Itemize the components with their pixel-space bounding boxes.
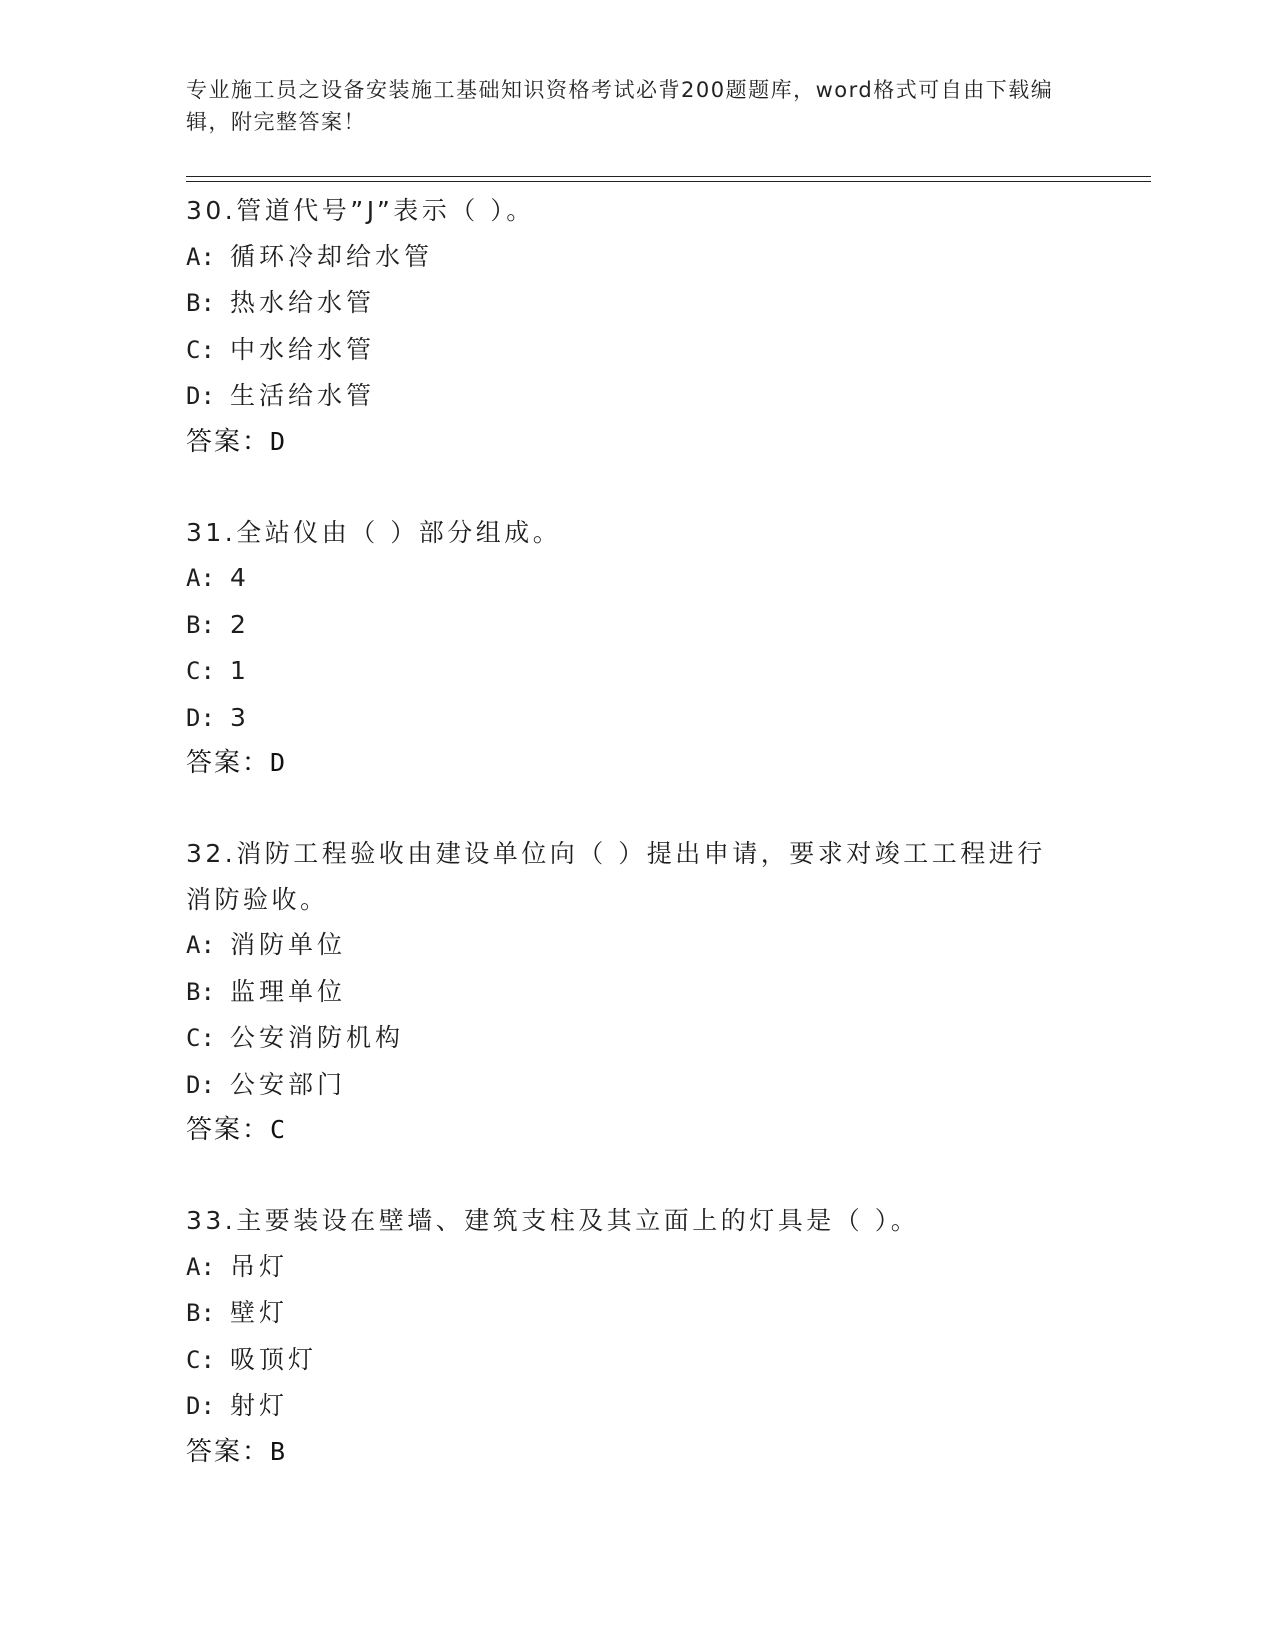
option-letter: D:	[186, 382, 215, 410]
option-c	[186, 1337, 1146, 1384]
option-a	[186, 234, 1146, 281]
option-text: 公安消防机构	[230, 1023, 405, 1052]
answer-value: D	[270, 748, 287, 777]
option-text: 公安部门	[230, 1069, 347, 1099]
question-stem: 31.全站仪由（ ）部分组成。	[186, 517, 562, 547]
option-text: 循环冷却给水管	[230, 241, 434, 271]
option-text: 吊灯	[230, 1251, 289, 1281]
option-b	[186, 280, 1146, 327]
option-text: 中水给水管	[230, 334, 376, 364]
option-c	[186, 327, 1146, 374]
option-text: 生活给水管	[230, 381, 376, 410]
option-b	[186, 602, 1146, 649]
answer-label: 答案：	[186, 426, 271, 457]
option-d	[186, 695, 1146, 742]
option-letter: C:	[186, 1345, 215, 1374]
question-list	[186, 188, 1146, 1474]
option-d	[186, 373, 1146, 420]
option-letter: A:	[186, 564, 215, 592]
answer-value: D	[270, 426, 287, 456]
option-text: 3	[230, 702, 250, 732]
answer-line	[186, 741, 1146, 785]
option-text: 1	[230, 656, 250, 685]
document-header: 专业施工员之设备安装施工基础知识资格考试必背200题题库，word格式可自由下载编辑，附完整答案！	[186, 78, 1054, 134]
option-a	[186, 555, 1146, 602]
answer-line	[186, 420, 1146, 464]
answer-value: C	[270, 1115, 287, 1144]
answer-value: B	[270, 1436, 287, 1466]
option-text: 射灯	[230, 1391, 289, 1420]
question-32	[186, 831, 1146, 1152]
option-c	[186, 648, 1146, 695]
option-text: 消防单位	[230, 930, 347, 959]
option-letter: D:	[186, 1392, 215, 1420]
option-letter: B:	[186, 610, 215, 639]
option-letter: A:	[186, 931, 215, 959]
option-letter: D:	[186, 1070, 215, 1099]
option-text: 监理单位	[230, 976, 347, 1006]
answer-label: 答案：	[186, 1115, 271, 1145]
question-stem: 32.消防工程验收由建设单位向（ ）提出申请，要求对竣工工程进行消防验收。	[186, 839, 1046, 914]
question-30	[186, 188, 1146, 464]
option-a	[186, 922, 1146, 969]
option-b	[186, 969, 1146, 1016]
answer-label: 答案：	[186, 748, 271, 778]
option-letter: C:	[186, 335, 215, 364]
question-stem: 30.管道代号”J”表示（ ）。	[186, 196, 535, 225]
option-text: 热水给水管	[230, 288, 376, 317]
option-letter: D:	[186, 703, 215, 732]
option-text: 壁灯	[230, 1298, 289, 1327]
option-d	[186, 1383, 1146, 1430]
option-d	[186, 1062, 1146, 1109]
question-33	[186, 1198, 1146, 1474]
option-letter: A:	[186, 1252, 215, 1281]
option-letter: C:	[186, 657, 215, 685]
option-text: 4	[230, 563, 250, 592]
option-text: 吸顶灯	[230, 1344, 318, 1374]
answer-line	[186, 1430, 1146, 1474]
option-text: 2	[230, 609, 250, 639]
option-c	[186, 1015, 1146, 1062]
option-letter: B:	[186, 289, 215, 317]
question-stem: 33.主要装设在壁墙、建筑支柱及其立面上的灯具是（ ）。	[186, 1206, 920, 1235]
question-31	[186, 510, 1146, 786]
answer-line	[186, 1108, 1146, 1152]
answer-label: 答案：	[186, 1436, 271, 1467]
option-letter: A:	[186, 242, 215, 271]
option-letter: B:	[186, 977, 215, 1006]
header-rule-bottom	[186, 181, 1151, 182]
option-b	[186, 1290, 1146, 1337]
header-rule-top	[186, 176, 1151, 177]
option-a	[186, 1244, 1146, 1291]
option-letter: C:	[186, 1024, 215, 1052]
option-letter: B:	[186, 1299, 215, 1327]
